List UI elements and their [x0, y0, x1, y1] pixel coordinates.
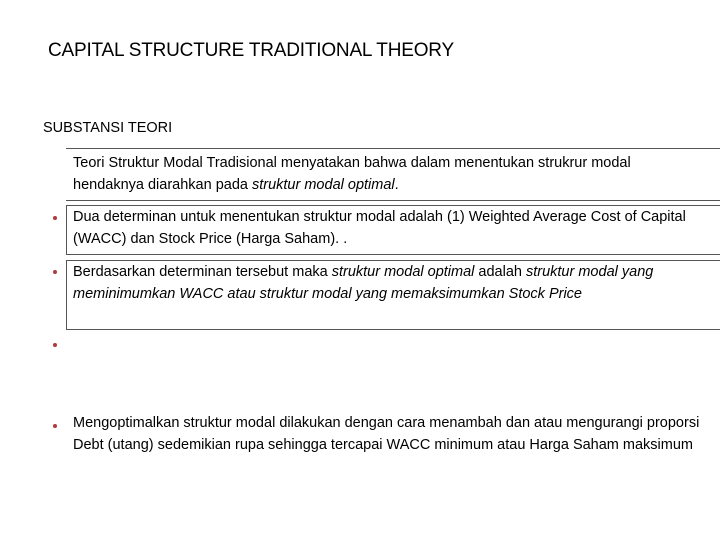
paragraph-optimal-emphasis-2: struktur modal yang meminimumkan WACC atau struktur modal yang memaksimumkan Stock Price: [73, 264, 654, 302]
paragraph-optimal: [73, 262, 703, 305]
paragraph-determinants-text: Dua determinan untuk menentukan struktur modal adalah (1) Weighted Average Cost of Capital (WACC) dan Stock Price (Harga Saham). .: [73, 209, 686, 247]
bullet-icon: [53, 343, 57, 347]
paragraph-optimal-text-2: adalah: [474, 264, 526, 280]
paragraph-definition-text: Teori Struktur Modal Tradisional menyatakan bahwa dalam menentukan strukrur modal hendaknya diarahkan pada: [73, 155, 631, 193]
paragraph-optimal-text: Berdasarkan determinan tersebut maka: [73, 264, 332, 280]
bullet-icon: [53, 270, 57, 274]
section-subtitle: SUBSTANSI TEORI: [43, 120, 173, 136]
paragraph-definition-emphasis: struktur modal optimal: [251, 176, 395, 193]
slide-title: CAPITAL STRUCTURE TRADITIONAL THEORY: [48, 40, 454, 61]
bullet-icon: [53, 424, 57, 428]
paragraph-optimal-emphasis-1: struktur modal optimal: [331, 264, 475, 280]
paragraph-optimization: [73, 413, 703, 456]
bullet-icon: [53, 216, 57, 220]
paragraph-definition: [73, 153, 703, 196]
paragraph-optimization-text: Mengoptimalkan struktur modal dilakukan dengan cara menambah dan atau mengurangi proporsi Debt (utang) sedemikian rupa sehingga tercapai WACC minimum atau Harga Saham maksimum: [73, 415, 700, 453]
paragraph-determinants: [73, 207, 703, 250]
paragraph-definition-period: .: [394, 176, 399, 193]
